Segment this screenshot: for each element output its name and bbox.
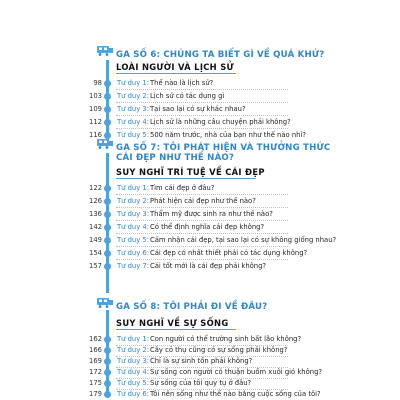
item-text: Thẩm mỹ được sinh ra như thế nào? [150,210,273,218]
page-number: 142 [89,223,102,231]
item-label: Tư duy 3: [117,210,150,218]
list-item[interactable] [0,247,400,259]
list-item[interactable] [0,234,400,246]
item-label: Tư duy 5: [117,131,150,139]
bullet-dot [104,211,111,218]
bullet-dot [104,263,111,270]
bullet-dot [104,250,111,257]
item-text: Cảm nhận cái đẹp, tại sao lại có sự không giống nhau? [150,236,337,244]
bullet-dot [104,380,111,387]
divider [116,178,256,179]
station-title: CÁI ĐẸP NHƯ THẾ NÀO? [116,153,235,163]
item-label: Tư duy 3: [117,105,150,113]
page-number: 154 [89,249,102,257]
page-number: 169 [89,357,102,365]
train-icon [96,44,114,56]
divider [116,73,236,74]
item-text: Cây cỏ thụ cũng có sự sống phải không? [150,346,288,354]
list-item[interactable] [0,116,400,128]
bullet-dot [104,80,111,87]
page-number: 157 [89,262,102,270]
item-label: Tư duy 4: [117,368,150,376]
list-item[interactable] [0,388,400,400]
bullet-dot [104,369,111,376]
list-item[interactable] [0,195,400,207]
item-label: Tư duy 4: [117,118,150,126]
item-label: Tư duy 2: [117,346,150,354]
item-text: Lịch sử có tác dụng gì [150,92,225,100]
bullet-dot [104,358,111,365]
list-item[interactable] [0,103,400,115]
page-number: 179 [89,390,102,398]
page-number: 149 [89,236,102,244]
page-number: 162 [89,335,102,343]
station-title: GA SỐ 7: TÔI PHÁT HIỆN VÀ THƯỞNG THỨC [116,143,331,153]
list-item[interactable] [0,129,400,141]
item-text: Tại sao lại có sự khác nhau? [150,105,246,113]
bullet-dot [104,224,111,231]
bullet-dot [104,132,111,139]
item-label: Tư duy 7: [117,262,150,270]
list-item[interactable] [0,260,400,272]
bullet-dot [104,119,111,126]
item-text: Chỉ là sự sinh tồn phải không? [150,357,253,365]
section-heading: LOÀI NGƯỜI VÀ LỊCH SỬ [116,62,234,72]
item-text: Có thể định nghĩa cái đẹp không? [150,223,265,231]
item-label: Tư duy 5: [117,379,150,387]
item-text: Tìm cái đẹp ở đâu? [150,184,215,192]
list-item[interactable] [0,221,400,233]
section-heading: SUY NGHĨ TRÍ TUỆ VỀ CÁI ĐẸP [116,167,265,177]
item-text: Con người có thể trường sinh bất lão không? [150,335,302,343]
page-number: 109 [89,105,102,113]
item-text: Cái đẹp có nhất thiết phải có tác dụng không? [150,249,308,257]
item-text: Tôi nên sống như thế nào bằng cuộc sống của tôi? [150,390,321,398]
item-label: Tư duy 4: [117,223,150,231]
list-item[interactable] [0,77,400,89]
bullet-dot [104,185,111,192]
bullet-dot [104,106,111,113]
page-number: 175 [89,379,102,387]
page-number: 136 [89,210,102,218]
station-title: GA SỐ 8: TÔI PHẢI ĐI VỀ ĐÂU? [116,302,268,312]
item-label: Tư duy 1: [117,335,150,343]
item-text: 500 năm trước, nhà của bạn như thế nào nhỉ? [150,131,306,139]
list-item[interactable] [0,208,400,220]
section-heading: SUY NGHĨ VỀ SỰ SỐNG [116,318,229,328]
page-number: 116 [89,131,102,139]
item-text: Lịch sử là những câu chuyện phải không? [150,118,291,126]
page-number: 122 [89,184,102,192]
item-text: Cái tốt mới là cái đẹp phải không? [150,262,267,270]
item-label: Tư duy 1: [117,79,150,87]
train-icon [96,296,114,308]
page-number: 126 [89,197,102,205]
item-text: Sự sống con người có thuận buồm xuôi gió không? [150,368,322,376]
item-label: Tư duy 2: [117,92,150,100]
page-number: 112 [89,118,102,126]
bullet-dot [104,198,111,205]
list-item[interactable] [0,90,400,102]
item-label: Tư duy 2: [117,197,150,205]
bullet-dot [104,336,111,343]
station-title: GA SỐ 6: CHÚNG TA BIẾT GÌ VỀ QUÁ KHỨ? [116,50,325,60]
page-number: 103 [89,92,102,100]
item-label: Tư duy 6: [117,390,150,398]
page-number: 172 [89,368,102,376]
bullet-dot [104,391,111,398]
item-label: Tư duy 6: [117,249,150,257]
item-label: Tư duy 1: [117,184,150,192]
bullet-dot [104,237,111,244]
item-label: Tư duy 5: [117,236,150,244]
item-label: Tư duy 3: [117,357,150,365]
list-item[interactable] [0,182,400,194]
bullet-dot [104,347,111,354]
item-text: Sự sống của tôi quy tụ ở đâu? [150,379,252,387]
page-number: 98 [93,79,102,87]
item-text: Phát hiện cái đẹp như thế nào? [150,197,256,205]
divider [116,329,236,330]
bullet-dot [104,93,111,100]
page-number: 166 [89,346,102,354]
item-text: Thế nào là lịch sử? [150,79,214,87]
